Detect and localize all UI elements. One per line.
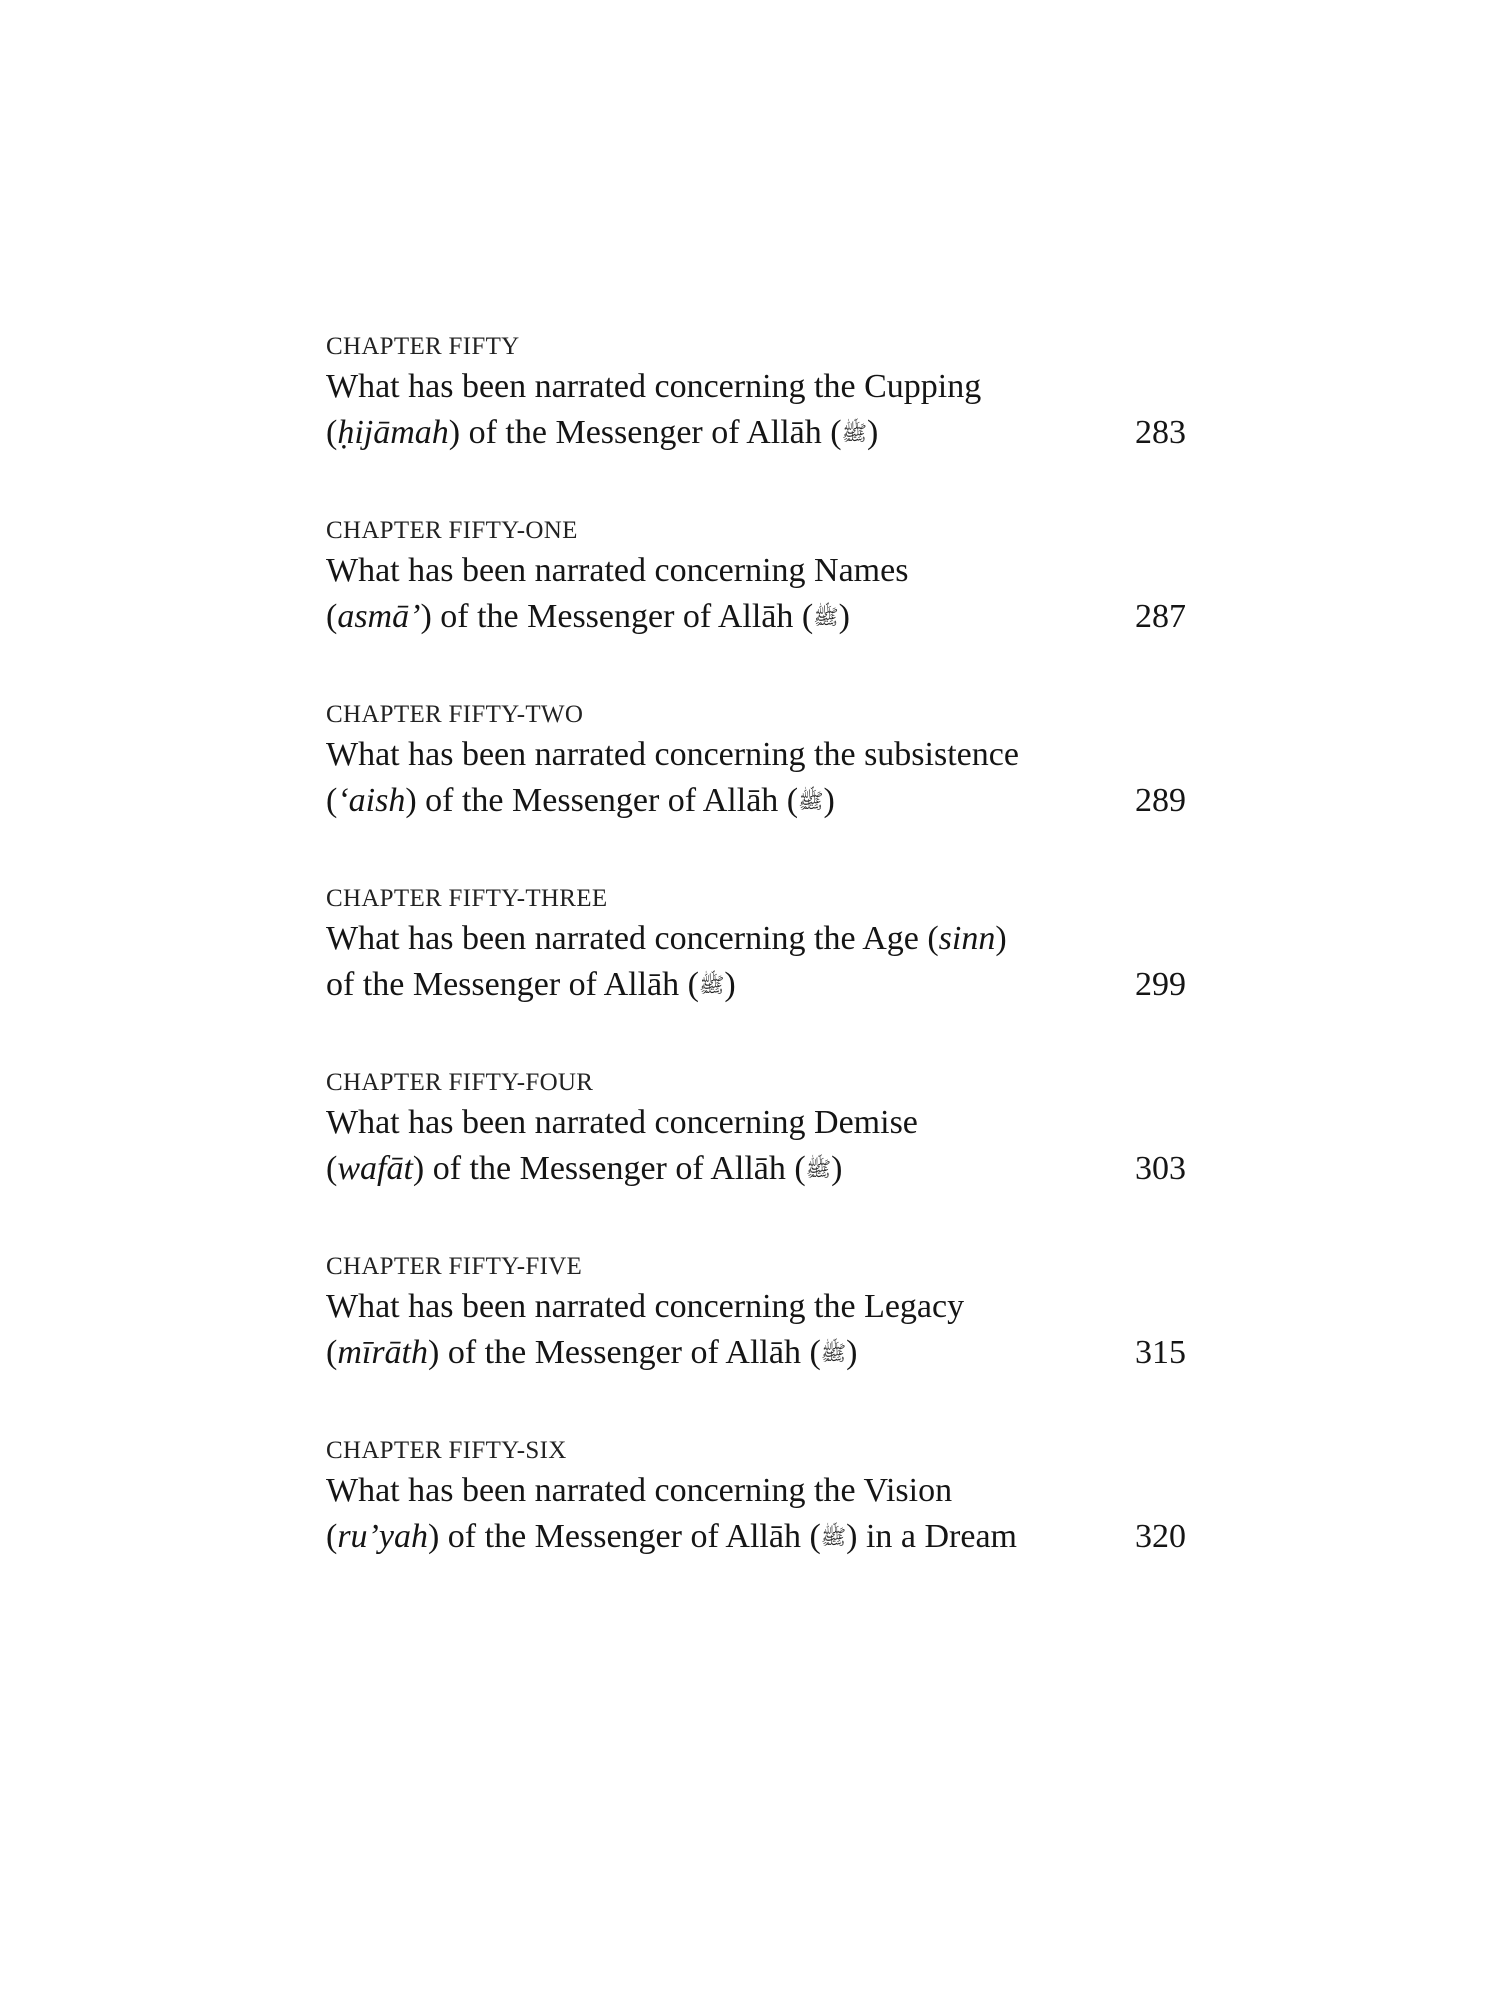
honorific-glyph: ﷺ (820, 1525, 847, 1549)
chapter-title-line (326, 962, 1186, 1008)
page-number: 315 (1135, 1334, 1186, 1371)
paren-text: ( (326, 414, 338, 451)
chapter-title (326, 548, 1186, 640)
honorific-glyph: ﷺ (820, 1341, 847, 1365)
title-text: of the Messenger of Allāh ( (326, 966, 699, 1003)
paren-text: ( (326, 1150, 338, 1187)
title-text: ) (831, 1150, 843, 1187)
chapter-label: CHAPTER FIFTY (326, 333, 520, 360)
honorific-glyph: ﷺ (841, 421, 867, 445)
honorific-glyph: ﷺ (698, 973, 725, 997)
chapter-title-line (326, 410, 1186, 456)
toc-entry-chapter-fifty-two (326, 698, 1186, 824)
toc-entry-chapter-fifty (326, 330, 1186, 456)
chapter-title (326, 1468, 1186, 1560)
title-text: ) of the Messenger of Allāh ( (405, 782, 799, 819)
paren-text: ( (326, 598, 338, 635)
chapter-title (326, 364, 1186, 456)
transliteration: ḥijāmah (337, 414, 449, 451)
table-of-contents (326, 330, 1186, 1618)
title-text: ) of the Messenger of Allāh ( (428, 1334, 821, 1371)
title-text: ) of the Messenger of Allāh ( (412, 1150, 806, 1187)
toc-entry-chapter-fifty-three (326, 882, 1186, 1008)
chapter-title (326, 1100, 1186, 1192)
chapter-label: CHAPTER FIFTY-TWO (326, 701, 584, 728)
title-text: ) in a Dream (846, 1518, 1018, 1555)
toc-entry-chapter-fifty-one (326, 514, 1186, 640)
page-number: 320 (1135, 1518, 1186, 1555)
chapter-title (326, 916, 1186, 1008)
chapter-title-line: What has been narrated concerning the subsistence (326, 736, 1019, 773)
chapter-title-line: What has been narrated concerning Names (326, 552, 909, 589)
chapter-title-line (326, 916, 1186, 962)
chapter-title (326, 1284, 1186, 1376)
chapter-label: CHAPTER FIFTY-ONE (326, 517, 578, 544)
transliteration: wafāt (337, 1150, 413, 1187)
transliteration: ‘aish (337, 782, 406, 819)
chapter-label: CHAPTER FIFTY-SIX (326, 1437, 567, 1464)
chapter-title-line: What has been narrated concerning the Legacy (326, 1288, 965, 1325)
page-number: 287 (1135, 598, 1186, 635)
chapter-title-line (326, 594, 1186, 640)
page-number: 283 (1135, 414, 1186, 451)
chapter-title-line: What has been narrated concerning the Vision (326, 1472, 953, 1509)
toc-entry-chapter-fifty-five (326, 1250, 1186, 1376)
chapter-label: CHAPTER FIFTY-FOUR (326, 1069, 594, 1096)
transliteration: ru’yah (337, 1518, 428, 1555)
title-text: ) (866, 414, 879, 451)
chapter-title-line (326, 778, 1186, 824)
chapter-title-line (326, 1146, 1186, 1192)
transliteration: sinn (938, 920, 996, 957)
title-text: ) (823, 782, 835, 819)
title-text: ) (995, 920, 1007, 957)
paren-text: ( (326, 782, 338, 819)
paren-text: ( (326, 1518, 338, 1555)
title-text: What has been narrated concerning the Age ( (326, 920, 939, 957)
chapter-label: CHAPTER FIFTY-THREE (326, 885, 608, 912)
paren-text: ( (326, 1334, 338, 1371)
title-text: ) (846, 1334, 858, 1371)
transliteration: mīrāth (337, 1334, 429, 1371)
chapter-label: CHAPTER FIFTY-FIVE (326, 1253, 583, 1280)
page-number: 303 (1135, 1150, 1186, 1187)
toc-entry-chapter-fifty-six (326, 1434, 1186, 1560)
chapter-title (326, 732, 1186, 824)
chapter-title-line: What has been narrated concerning the Cupping (326, 368, 982, 405)
chapter-title-line: What has been narrated concerning Demise (326, 1104, 918, 1141)
honorific-glyph: ﷺ (798, 789, 824, 813)
transliteration: asmā’ (337, 598, 421, 635)
title-text: ) (838, 598, 850, 635)
title-text: ) (724, 966, 736, 1003)
chapter-title-line (326, 1514, 1186, 1560)
page-number: 289 (1135, 782, 1186, 819)
title-text: ) of the Messenger of Allāh ( (427, 1518, 821, 1555)
title-text: ) of the Messenger of Allāh ( (420, 598, 814, 635)
toc-entry-chapter-fifty-four (326, 1066, 1186, 1192)
honorific-glyph: ﷺ (805, 1157, 832, 1181)
page-number: 299 (1135, 966, 1186, 1003)
title-text: ) of the Messenger of Allāh ( (448, 414, 842, 451)
chapter-title-line (326, 1330, 1186, 1376)
honorific-glyph: ﷺ (813, 605, 839, 629)
